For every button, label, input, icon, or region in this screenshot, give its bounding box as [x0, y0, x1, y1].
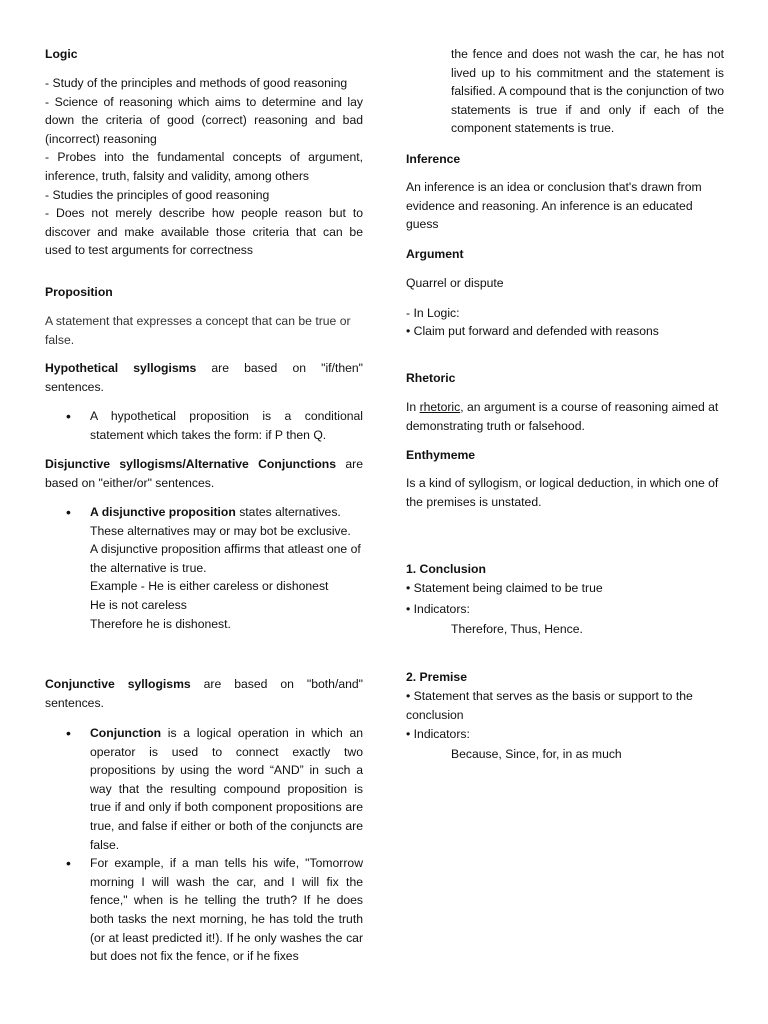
- conjunction-desc: is a logical operation in which an operator is used to connect exactly two propositions by using the word “AND” in such a way that the resulting compound proposition is true if and only if both component propositions are true, and false if either or both of the conjuncts are false.: [90, 726, 363, 852]
- conjunctive-term: Conjunctive syllogisms: [45, 677, 191, 691]
- hypothetical-list: [45, 407, 363, 444]
- rhetoric-text: [406, 398, 724, 435]
- disjunctive-paragraph: [45, 455, 363, 492]
- logic-line: - Science of reasoning which aims to determine and lay down the criteria of good (correct) reasoning and bad (incorrect) reasoning: [45, 94, 363, 146]
- conclusion-heading: 1. Conclusion: [406, 562, 486, 576]
- disjunctive-line: He is not careless: [90, 597, 187, 612]
- argument-heading: Argument: [406, 247, 464, 261]
- hypothetical-term: Hypothetical syllogisms: [45, 361, 197, 375]
- list-item: • A hypothetical proposition is a conditional statement which takes the form: if P then Q.: [45, 407, 363, 444]
- logic-heading: Logic: [45, 47, 78, 61]
- conjunctive-paragraph: [45, 675, 363, 712]
- disjunctive-list: [45, 503, 363, 633]
- list-item: • For example, if a man tells his wife, "Tomorrow morning I will wash the car, and I will fix the fence," when is he telling the truth? If he does both tasks the next morning, he has told the truth (or at least predicted it!). If he only washes the car but does not fix the fence, or if he fixes: [45, 854, 363, 966]
- disjunctive-line: Therefore he is dishonest.: [90, 616, 231, 631]
- premise-heading: 2. Premise: [406, 670, 467, 684]
- conjunctive-desc: are based on "both/and" sentences.: [45, 677, 363, 710]
- logic-line: - Probes into the fundamental concepts of argument, inference, truth, falsity and validity, among others: [45, 150, 363, 183]
- disjunctive-desc: are based on "either/or" sentences.: [45, 457, 363, 490]
- logic-line: - Does not merely describe how people reason but to discover and make available those criteria that can be used to test arguments for correctness: [45, 206, 363, 258]
- argument-in-logic: - In Logic:: [406, 306, 460, 320]
- conjunctive-list: [45, 724, 363, 966]
- rhetoric-post: , an argument is a course of reasoning aimed at demonstrating truth or falsehood.: [406, 400, 719, 433]
- proposition-text: A statement that expresses a concept that can be true or false.: [45, 314, 351, 347]
- inference-heading: Inference: [406, 152, 461, 166]
- list-item: [45, 503, 363, 633]
- premise-indicators: • Indicators:: [406, 727, 470, 741]
- disjunctive-term: Disjunctive syllogisms/Alternative Conjunctions: [45, 457, 336, 471]
- conjunction-term: Conjunction: [90, 726, 162, 740]
- premise-bullet: • Statement that serves as the basis or support to the conclusion: [406, 689, 693, 722]
- argument-text: Quarrel or dispute: [406, 276, 504, 290]
- argument-bullet: • Claim put forward and defended with reasons: [406, 324, 659, 338]
- disjunctive-bullet-term: A disjunctive proposition: [90, 505, 236, 519]
- premise-indicator-words: Because, Since, for, in as much: [451, 747, 622, 761]
- logic-line: - Studies the principles of good reasoning: [45, 187, 270, 202]
- inference-text: An inference is an idea or conclusion that's drawn from evidence and reasoning. An inference is an educated guess: [406, 180, 702, 232]
- enthymeme-text: Is a kind of syllogism, or logical deduction, in which one of the premises is unstated.: [406, 476, 719, 509]
- disjunctive-line: Example - He is either careless or dishonest: [90, 579, 329, 594]
- rhetoric-heading: Rhetoric: [406, 371, 456, 385]
- rhetoric-pre: In: [406, 400, 420, 414]
- enthymeme-heading: Enthymeme: [406, 448, 476, 462]
- hypothetical-desc: are based on "if/then" sentences.: [45, 361, 363, 394]
- proposition-heading: Proposition: [45, 285, 113, 299]
- continuation-text: the fence and does not wash the car, he has not lived up to his commitment and the statement is falsified. A compound that is the conjunction of two statements is true if and only if each of the component statements is true.: [451, 47, 724, 136]
- rhetoric-link[interactable]: rhetoric: [419, 400, 461, 414]
- logic-line: - Study of the principles and methods of good reasoning: [45, 76, 348, 90]
- conclusion-bullet: • Statement being claimed to be true: [406, 581, 603, 595]
- conclusion-indicators: • Indicators:: [406, 602, 470, 616]
- conclusion-indicator-words: Therefore, Thus, Hence.: [451, 622, 583, 636]
- disjunctive-line: A disjunctive proposition affirms that atleast one of the alternative is true.: [90, 542, 361, 575]
- logic-list: [45, 74, 363, 260]
- disjunctive-line: These alternatives may or may bot be exclusive.: [90, 523, 351, 538]
- hypothetical-paragraph: [45, 359, 363, 396]
- disjunctive-bullet-desc: states alternatives.: [235, 505, 341, 519]
- list-item: [45, 724, 363, 854]
